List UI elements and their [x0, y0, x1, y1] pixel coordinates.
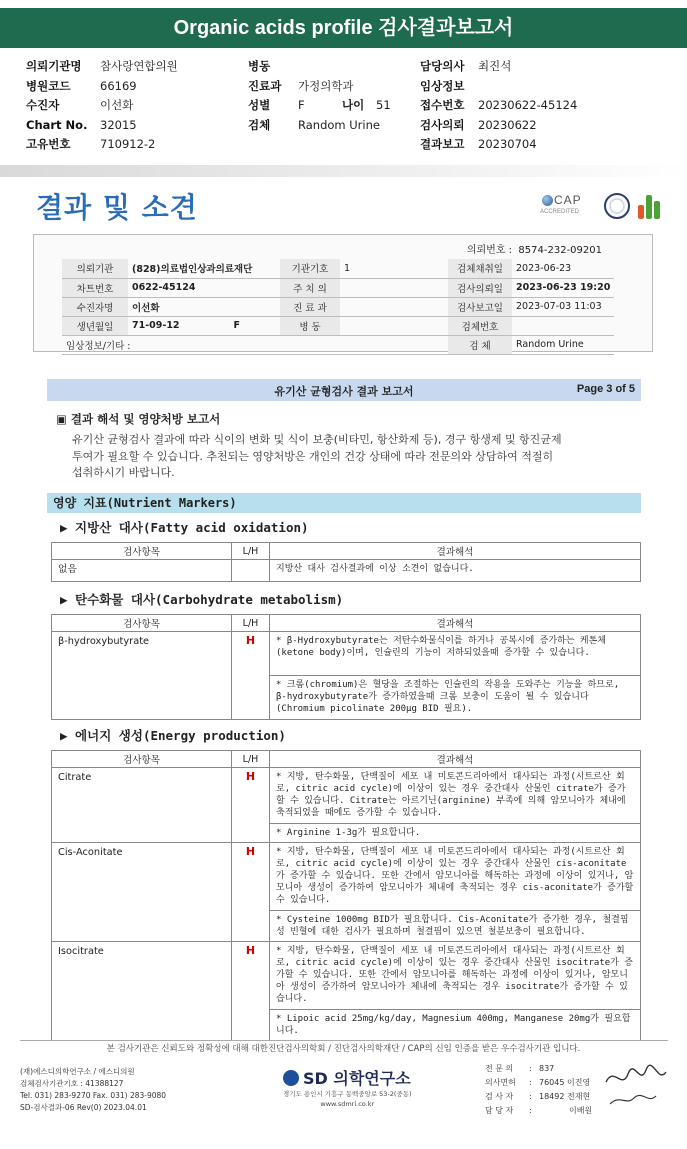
section-divider [0, 165, 687, 177]
col-header-item: 검사항목 [52, 751, 232, 768]
col-header-lh: L/H [232, 543, 270, 560]
col-header-item: 검사항목 [52, 615, 232, 632]
test-item: Citrate [52, 768, 232, 843]
physician-signature [600, 1060, 672, 1110]
header-value: 참사랑연합의원 [100, 59, 178, 73]
header-value: 710912-2 [100, 137, 156, 151]
col-header-result: 결과해석 [270, 751, 641, 768]
energy-table [51, 750, 641, 1041]
request-number: 의뢰번호 : 8574-232-09201 [466, 245, 602, 256]
header-value: 최진석 [478, 59, 512, 73]
signatory-row: 담 당 자 : 이배원 [485, 1106, 593, 1115]
header-row [248, 116, 391, 136]
result-text: 지방산 대사 검사결과에 이상 소견이 없습니다. [270, 560, 641, 582]
lab-info-line: SD-검사결과-06 Rev(0) 2023.04.01 [20, 1103, 147, 1112]
result-text: * 지방, 탄수화물, 단백질이 세포 내 미토콘드리아에서 대사되는 과정(시트르산 회로, citric acid cycle)에 이상이 있는 경우 중간대사 산물인 citrate가 증가할 수 있습니다. Citrate는 아르기닌(arginine) 부족에 의해 암모니아가 체내에 축적되었을 때에도 증가할 수 있습니다. [270, 768, 641, 824]
header-col-2 [248, 57, 391, 135]
info-label: 생년월일 [62, 316, 128, 335]
cap-logo-text: CAP [554, 193, 582, 207]
header-row [26, 135, 178, 155]
info-label: 검체번호 [448, 316, 512, 335]
section-title-fatty-acid: ▶ 지방산 대사(Fatty acid oxidation) [60, 520, 309, 535]
lh-flag: H [232, 632, 270, 720]
header-value: 66169 [100, 78, 137, 93]
header-label: 검체 [248, 117, 271, 132]
accreditation-note: 본 검사기관은 신뢰도와 정확성에 대해 대한진단검사의학회 / 진단검사의학재단 / CAP의 신임 인증을 받은 우수검사기관 입니다. [106, 1044, 581, 1054]
header-row [26, 96, 178, 116]
cap-logo-sub: ACCREDITED [540, 209, 580, 215]
lri-logo-icon [636, 193, 662, 219]
header-col-1 [26, 57, 178, 155]
info-label: 검사보고일 [448, 297, 512, 316]
lh-flag: H [232, 942, 270, 1041]
info-label: 기관기호 [280, 259, 340, 278]
info-value: 2023-06-23 [512, 259, 614, 278]
col-header-result: 결과해석 [270, 543, 641, 560]
header-label: 성별 [248, 98, 271, 112]
table-row [52, 560, 641, 582]
header-label: 수진자 [26, 98, 60, 112]
header-row [248, 96, 391, 116]
table-row [52, 768, 641, 824]
cap-logo [540, 192, 598, 220]
header-value: 20230622 [478, 117, 537, 132]
table-header-row [52, 543, 641, 560]
specimen-label: 검 체 [448, 335, 512, 354]
info-row [62, 316, 614, 335]
header-row [26, 77, 178, 97]
carbohydrate-table [51, 614, 641, 720]
lh-flag [232, 560, 270, 582]
lab-info-line: 검체검사기관기호 : 41388127 [20, 1079, 124, 1088]
info-value: 이선화 [128, 297, 280, 316]
header-label: 담당의사 [420, 59, 465, 73]
signatory-row: 의사면허 : 76045 이진영 [485, 1078, 591, 1087]
header-row [420, 96, 577, 116]
cap-globe-icon [542, 195, 553, 206]
header-row [420, 135, 577, 155]
header-row [420, 77, 577, 97]
square-bullet-icon: ▣ [56, 412, 71, 426]
sd-logo-icon [283, 1070, 299, 1086]
header-col-3 [420, 57, 577, 155]
header-value: 20230622-45124 [478, 98, 578, 112]
sd-lab-logo [283, 1066, 412, 1109]
header-row [26, 116, 178, 136]
info-value: 71-09-12 F [128, 316, 280, 335]
lab-info [20, 1066, 166, 1114]
accreditation-logos [540, 192, 662, 220]
header-label: 병동 [248, 59, 271, 73]
specimen-value: Random Urine [512, 335, 614, 354]
info-label: 의뢰기관 [62, 259, 128, 278]
info-label: 검사의뢰일 [448, 278, 512, 297]
signatories [485, 1062, 592, 1118]
result-text: * Cysteine 1000mg BID가 필요합니다. Cis-Aconitate가 증가한 경우, 철결핍성 빈혈에 대한 검사가 필요하며 철결핍이 있으면 철분보충이 필요합니다. [270, 911, 641, 942]
info-value: 2023-06-23 19:20 [512, 278, 614, 297]
section-title-carbohydrate: ▶ 탄수화물 대사(Carbohydrate metabolism) [60, 592, 344, 607]
col-header-lh: L/H [232, 615, 270, 632]
header-row [420, 116, 577, 136]
info-value: (828)의료법인상과의료재단 [128, 259, 280, 278]
header-row [248, 57, 391, 77]
header-label: 진료과 [248, 78, 282, 93]
header-label: 접수번호 [420, 98, 465, 112]
interp-line: 투여가 필요할 수 있습니다. 추천되는 영양처방은 개인의 건강 상태에 따라 전문의와 상담하여 적절히 [72, 449, 554, 463]
header-label: 검사의뢰 [420, 117, 465, 132]
test-item: Isocitrate [52, 942, 232, 1041]
info-label: 검체채취일 [448, 259, 512, 278]
header-row [248, 77, 391, 97]
info-value [340, 316, 448, 335]
signatory-row: 검 사 자 : 18492 전재현 [485, 1092, 591, 1101]
info-value [512, 316, 614, 335]
info-row [62, 297, 614, 316]
info-value: 2023-07-03 11:03 [512, 297, 614, 316]
test-item: Cis-Aconitate [52, 843, 232, 942]
page-indicator: Page 3 of 5 [576, 383, 635, 395]
age-value: 51 [376, 98, 391, 112]
sd-address: 경기도 용인시 기흥구 동백중앙로 53-2(중동) [283, 1090, 412, 1098]
footer-divider [20, 1040, 668, 1041]
table-header-row [52, 751, 641, 768]
info-row [62, 278, 614, 297]
info-row [62, 335, 614, 354]
info-label: 주 치 의 [280, 278, 340, 297]
sd-logo-name: SD 의학연구소 [303, 1069, 411, 1088]
interp-line: 섭취하시기 바랍니다. [72, 466, 175, 479]
header-label: 의뢰기관명 [26, 59, 82, 73]
table-row [52, 843, 641, 911]
test-item: β-hydroxybutyrate [52, 632, 232, 720]
header-row [420, 57, 577, 77]
info-label: 차트번호 [62, 278, 128, 297]
signatory-row: 전 문 의 : 837 [485, 1064, 555, 1073]
result-text: * 지방, 탄수화물, 단백질이 세포 내 미토콘드리아에서 대사되는 과정(시트르산 회로, citric acid cycle)에 이상이 있는 경우 중간대사 산물인 cis-aconitate가 증가할 수 있습니다. 또한 간에서 암모니아를 해독하는 과정에 이상이 있거나, 암모니아 생성이 증가하여 암모니아가 체내에 축적되는 경우 cis-aconitate가 증가할 수 있습니다. [270, 843, 641, 911]
header-label: 임상정보 [420, 78, 465, 93]
header-value: 이선화 [100, 98, 134, 112]
lab-info-line: (재)에스디의학연구소 / 에스디의원 [20, 1067, 135, 1076]
header-label: 병원코드 [26, 78, 71, 93]
society-seal-icon [604, 193, 630, 219]
patient-info-box [33, 234, 653, 352]
info-label: 병 동 [280, 316, 340, 335]
test-item: 없음 [52, 560, 232, 582]
age-label: 나이 [342, 98, 365, 112]
info-value [340, 297, 448, 316]
report-bar-title: 유기산 균형검사 결과 보고서 [274, 385, 414, 398]
info-row [62, 259, 614, 278]
header-value: 32015 [100, 117, 137, 132]
header-value: 20230704 [478, 137, 537, 151]
fatty-acid-table [51, 542, 641, 582]
info-value: 1 [340, 259, 448, 278]
result-text: * 지방, 탄수화물, 단백질이 세포 내 미토콘드리아에서 대사되는 과정(시트르산 회로, citric acid cycle)에 이상이 있는 경우 중간대사 산물인 isocitrate가 증가할 수 있습니다. 또한 간에서 암모니아를 해독하는 과정에 이상이 있거나, 암모니아 생성이 증가하여 암모니아가 체내에 축적되는 경우 isocitrate가 증가할 수 있습니다. [270, 942, 641, 1010]
table-row [52, 942, 641, 1010]
header-label: 결과보고 [420, 137, 465, 151]
interp-line: 유기산 균형검사 결과에 따라 식이의 변화 및 식이 보충(비타민, 항산화제 등), 경구 항생제 및 항진균제 [72, 433, 562, 446]
info-value: 0622-45124 [128, 278, 280, 297]
result-text: * 크롬(chromium)은 혈당을 조절하는 인슐린의 작용을 도와주는 기능을 하므로, β-hydroxybutyrate가 증가하였을때 크롬 보충이 도움이 될 수 있습니다(Chromium picolinate 200μg BID 필요). [270, 676, 641, 720]
results-title: 결과 및 소견 [36, 191, 198, 224]
sd-website: www.sdmri.co.kr [320, 1100, 375, 1108]
header-value: Random Urine [298, 117, 380, 132]
lh-flag: H [232, 843, 270, 942]
clinical-info-label: 임상정보/기타 : [62, 335, 448, 354]
interpretation-body [72, 432, 612, 482]
report-title: Organic acids profile 검사결과보고서 [0, 8, 687, 48]
lab-info-line: Tel. 031) 283-9270 Fax. 031) 283-9080 [20, 1091, 167, 1100]
result-text: * Arginine 1-3g가 필요합니다. [270, 824, 641, 843]
header-row [26, 57, 178, 77]
lh-flag: H [232, 768, 270, 843]
col-header-lh: L/H [232, 751, 270, 768]
section-title-energy: ▶ 에너지 생성(Energy production) [60, 728, 286, 743]
info-label: 수진자명 [62, 297, 128, 316]
interpretation-heading: ▣ 결과 해석 및 영양처방 보고서 [56, 412, 221, 426]
header-value: F [298, 98, 305, 112]
result-text: * β-Hydroxybutyrate는 저탄수화물식이를 하거나 공복시에 증가하는 케톤체(ketone body)이며, 인슐린의 기능이 저하되었을때 증가할 수 있습니다. [270, 632, 641, 676]
report-bar [47, 379, 641, 401]
col-header-result: 결과해석 [270, 615, 641, 632]
patient-info-table [62, 259, 614, 355]
header-value: 가정의학과 [298, 78, 354, 93]
col-header-item: 검사항목 [52, 543, 232, 560]
header-label: Chart No. [26, 117, 88, 132]
nutrient-markers-bar: 영양 지표(Nutrient Markers) [47, 493, 641, 513]
header-label: 고유번호 [26, 137, 71, 151]
info-value [340, 278, 448, 297]
result-text: * Lipoic acid 25mg/kg/day, Magnesium 400mg, Manganese 20mg가 필요합니다. [270, 1010, 641, 1041]
table-row [52, 632, 641, 676]
info-label: 진 료 과 [280, 297, 340, 316]
table-header-row [52, 615, 641, 632]
